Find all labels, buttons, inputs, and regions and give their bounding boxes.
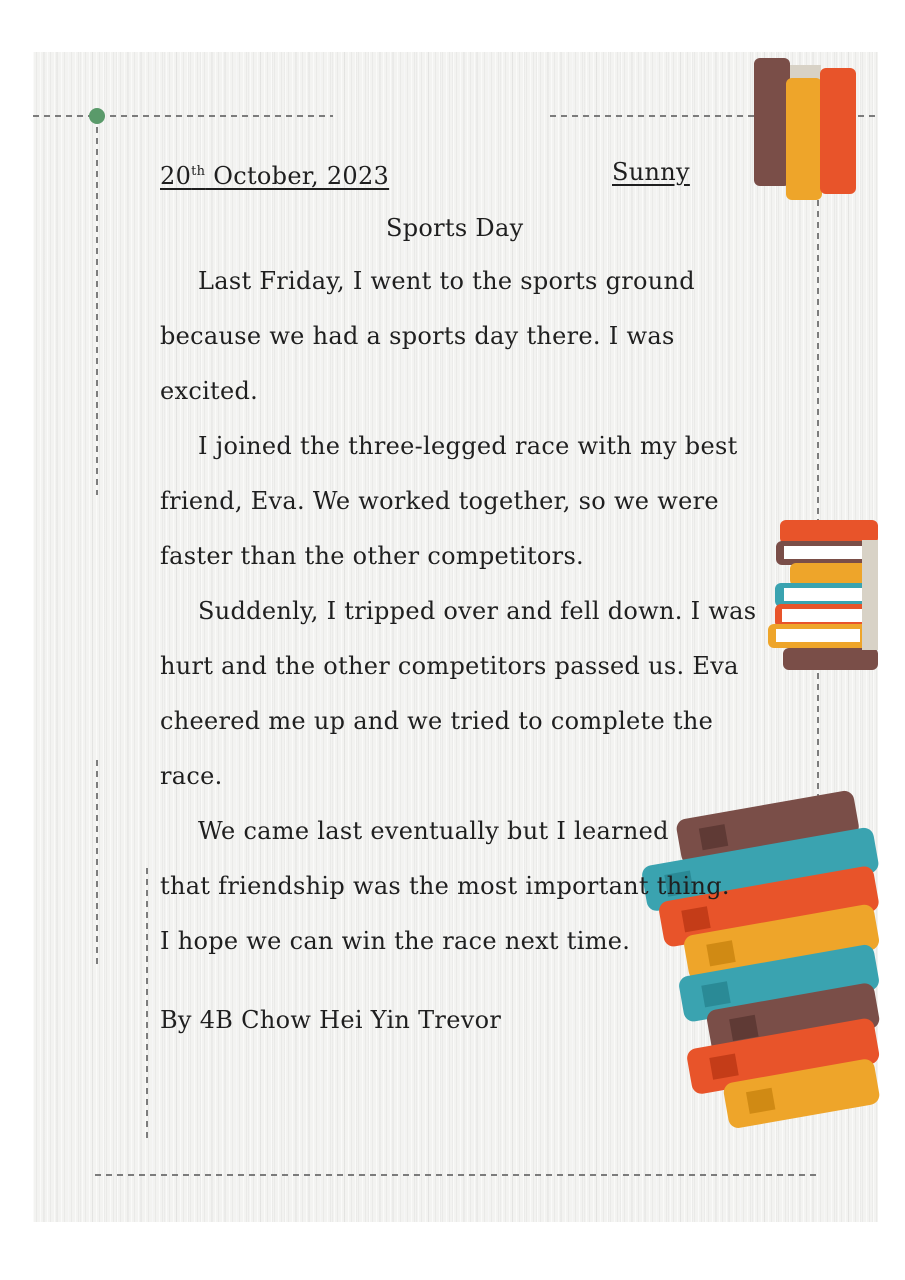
date-suffix: th [191,164,206,179]
diary-weather: Sunny [612,158,690,186]
body-line: I hope we can win the race next time. [160,927,631,955]
signature: By 4B Chow Hei Yin Trevor [160,1006,502,1034]
book-pile-bottom-icon [641,789,881,1129]
body-line: Suddenly, I tripped over and fell down. I was [198,597,757,625]
body-line: Last Friday, I went to the sports ground [198,267,695,295]
body-line: hurt and the other competitors passed us. Eva [160,652,739,680]
body-line: because we had a sports day there. I was [160,322,675,350]
date-day: 20 [160,162,192,190]
diary-date [160,157,389,191]
diary-title: Sports Day [386,214,524,242]
body-line: We came last eventually but I learned [198,817,669,845]
body-line: that friendship was the most important thing. [160,872,730,900]
body-line: race. [160,762,223,790]
body-line: I joined the three-legged race with my best [198,432,738,460]
body-line: friend, Eva. We worked together, so we were [160,487,719,515]
pin-icon [89,108,105,124]
body-line: excited. [160,377,259,405]
book-stack-middle-icon [768,520,878,670]
body-line: cheered me up and we tried to complete the [160,707,714,735]
standing-books-icon [754,58,856,200]
body-line: faster than the other competitors. [160,542,584,570]
date-rest: October, 2023 [205,162,390,190]
